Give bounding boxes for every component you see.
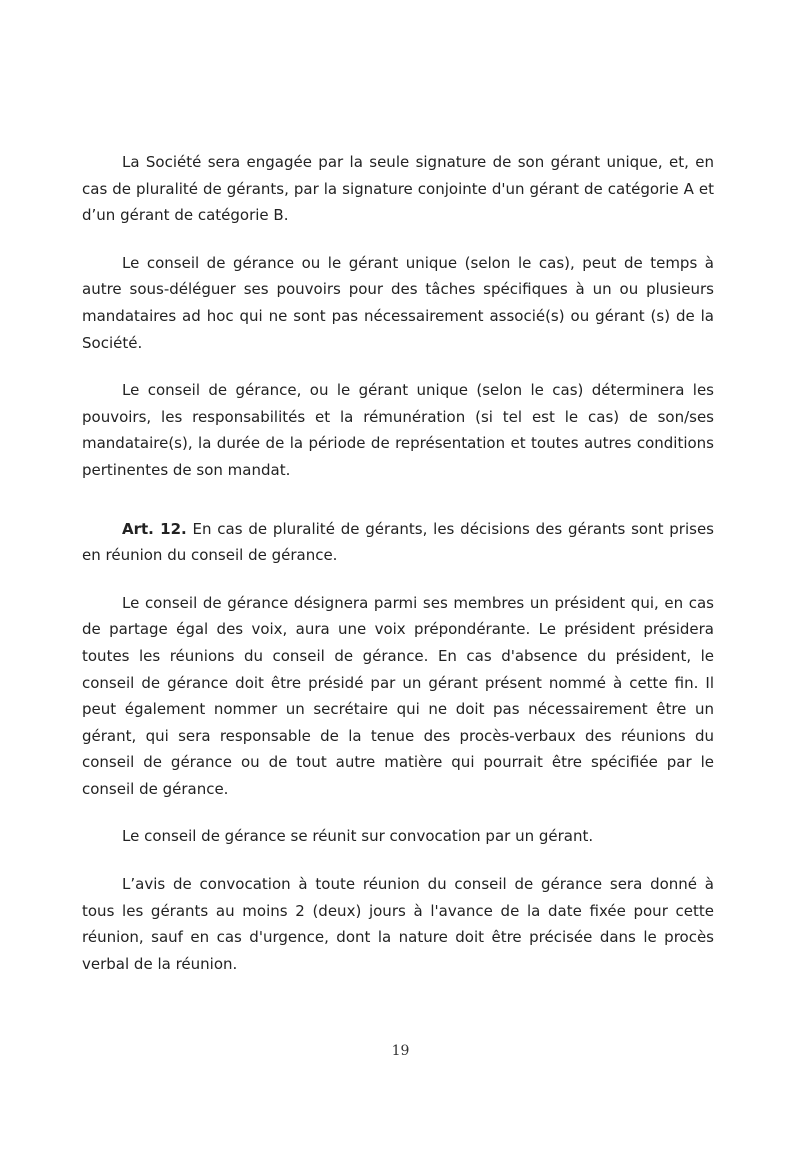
paragraph-signature: La Société sera engagée par la seule signature de son gérant unique, et, en cas de pluralité de gérants, par la signature conjointe d'un gérant de catégorie A et d’un gérant de catégorie B. — [82, 153, 714, 225]
paragraph-agent-powers: Le conseil de gérance, ou le gérant unique (selon le cas) déterminera les pouvoirs, les responsabilités et la rémunération (si tel est le cas) de son/ses mandataire(s), la durée de la période de représentation et toutes autres conditions pertinentes de son mandat. — [82, 381, 714, 479]
article-12-label: Art. 12. — [122, 519, 187, 538]
document-body — [82, 149, 714, 998]
paragraph-president: Le conseil de gérance désignera parmi ses membres un président qui, en cas de partage égal des voix, aura une voix prépondérante. Le président présidera toutes les réunions du conseil de gérance. En cas d'absence du président, le conseil de gérance doit être présidé par un gérant présent nommé à cette fin. Il peut également nommer un secrétaire qui ne doit pas nécessairement être un gérant, qui sera responsable de la tenue des procès-verbaux des réunions du conseil de gérance ou de tout autre matière qui pourrait être spécifiée par le conseil de gérance. — [82, 593, 714, 798]
page-number: 19 — [391, 1043, 410, 1059]
article-12-paragraph — [82, 516, 714, 569]
article-12-text: En cas de pluralité de gérants, les décisions des gérants sont prises en réunion du conseil de gérance. — [82, 519, 715, 565]
paragraph-convocation: Le conseil de gérance se réunit sur convocation par un gérant. — [122, 827, 594, 846]
paragraph-notice: L’avis de convocation à toute réunion du conseil de gérance sera donné à tous les gérants au moins 2 (deux) jours à l'avance de la date fixée pour cette réunion, sauf en cas d'urgence, dont la nature doit être précisée dans le procès verbal de la réunion. — [82, 875, 714, 973]
paragraph-sub-delegation: Le conseil de gérance ou le gérant unique (selon le cas), peut de temps à autre sous-déléguer ses pouvoirs pour des tâches spécifiques à un ou plusieurs mandataires ad hoc qui ne sont pas nécessairement associé(s) ou gérant (s) de la Société. — [82, 253, 714, 352]
